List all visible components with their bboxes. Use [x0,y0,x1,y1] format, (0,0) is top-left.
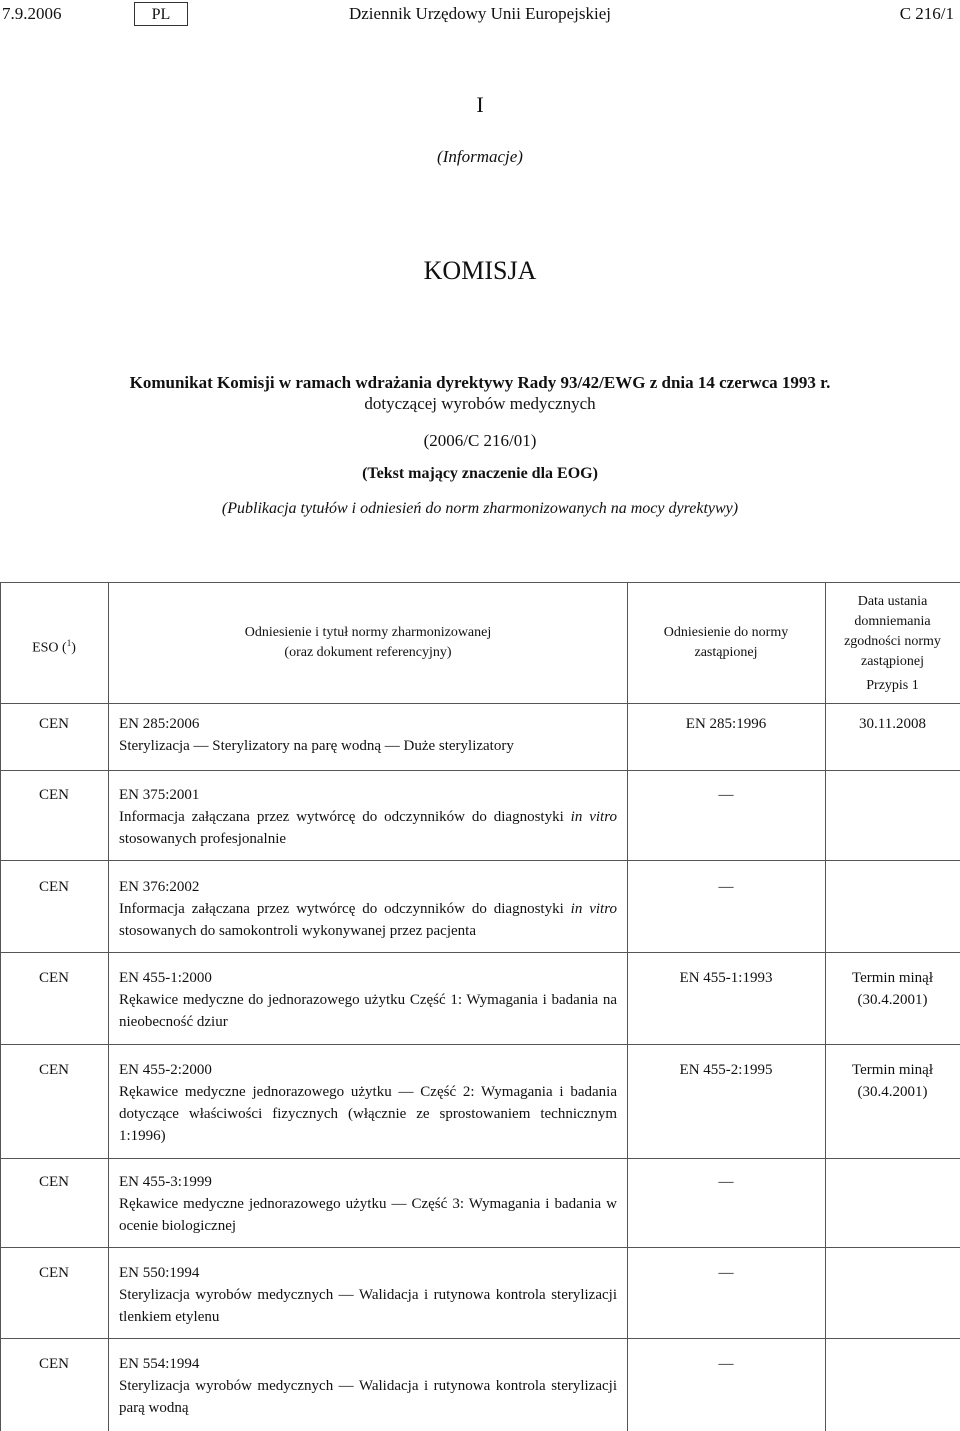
row-separator [0,952,960,953]
header-superseded: Odniesienie do normy zastąpionej [663,625,789,660]
table-divider-1 [108,582,109,1431]
row-superseded: — [718,879,734,895]
row-eso: CEN [39,1174,69,1190]
eea-relevance: (Tekst mający znaczenie dla EOG) [362,465,598,482]
row-reference: EN 455-2:2000 Rękawice medyczne jednorazowego użytku — Część 2: Wymagania i badania dotyczące właściwości fizycznych (włącznie ze sprostowaniem technicznym 1:1996) [119,1062,617,1144]
row-eso: CEN [39,787,69,803]
row-eso: CEN [39,879,69,895]
header-cessation-date: Data ustania domniemania zgodności normy zastąpionej Przypis 1 [844,594,941,693]
language-badge: PL [134,2,188,26]
row-eso: CEN [39,1062,69,1078]
row-reference: EN 455-3:1999 Rękawice medyczne jednorazowego użytku — Część 3: Wymagania i badania w ocenie biologicznej [119,1174,617,1234]
row-superseded: — [718,1174,734,1190]
document-number: (2006/C 216/01) [423,431,537,450]
row-superseded: EN 285:1996 [685,716,767,732]
row-separator [0,1247,960,1248]
publication-note: (Publikacja tytułów i odniesień do norm zharmonizowanych na mocy dyrektywy) [221,500,739,517]
row-superseded: — [718,1265,734,1281]
row-reference: EN 455-1:2000 Rękawice medyczne do jednorazowego użytku Część 1: Wymagania i badania na nieobecność dziur [119,970,617,1030]
journal-name: Dziennik Urzędowy Unii Europejskiej [348,4,611,23]
row-eso: CEN [39,1265,69,1281]
communication-title-line1: Komunikat Komisji w ramach wdrażania dyrektywy Rady 93/42/EWG z dnia 14 czerwca 1993 r. [129,373,831,392]
table-top-border [0,582,960,583]
header-eso: ESO ($^1$) [32,638,76,656]
row-eso: CEN [39,970,69,986]
row-reference: EN 550:1994 Sterylizacja wyrobów medycznych — Walidacja i rutynowa kontrola sterylizacji tlenkiem etylenu [119,1265,617,1325]
row-superseded: — [718,1356,734,1372]
journal-reference: C 216/1 [899,4,954,23]
row-separator [0,1338,960,1339]
communication-title [0,372,960,414]
row-superseded: EN 455-1:1993 [679,970,773,986]
row-reference: EN 376:2002 Informacja załączana przez wytwórcę do odczynników do diagnostyki in vitro stosowanych do samokontroli wykonywanej przez pacjenta [119,879,617,939]
row-separator [0,770,960,771]
row-superseded: EN 455-2:1995 [679,1062,773,1078]
table-border-left [0,582,1,1431]
row-date: Termin minął (30.4.2001) [851,1062,933,1100]
header-reference: Odniesienie i tytuł normy zharmonizowanej (oraz dokument referencyjny) [244,625,492,660]
footnote-marker: 1 [66,638,72,648]
row-reference: EN 375:2001 Informacja załączana przez wytwórcę do odczynników do diagnostyki in vitro stosowanych profesjonalnie [119,787,617,847]
row-reference: EN 554:1994 Sterylizacja wyrobów medycznych — Walidacja i rutynowa kontrola sterylizacji parą wodną [119,1356,617,1416]
table-divider-2 [627,582,628,1431]
row-date: 30.11.2008 [859,716,926,732]
row-date: Termin minął (30.4.2001) [851,970,933,1008]
institution-title: KOMISJA [423,256,537,285]
communication-title-line2: dotyczącej wyrobów medycznych [364,394,596,413]
header-date: 7.9.2006 [2,4,62,23]
row-superseded: — [718,787,734,803]
standards-table [0,582,960,1431]
row-eso: CEN [39,1356,69,1372]
row-reference: EN 285:2006 Sterylizacja — Sterylizatory na parę wodną — Duże sterylizatory [119,716,514,754]
section-number: I [476,92,484,117]
row-separator [0,1044,960,1045]
section-subtitle: (Informacje) [437,147,523,166]
header-separator [0,703,960,704]
row-eso: CEN [39,716,69,732]
row-separator [0,1158,960,1159]
row-separator [0,860,960,861]
